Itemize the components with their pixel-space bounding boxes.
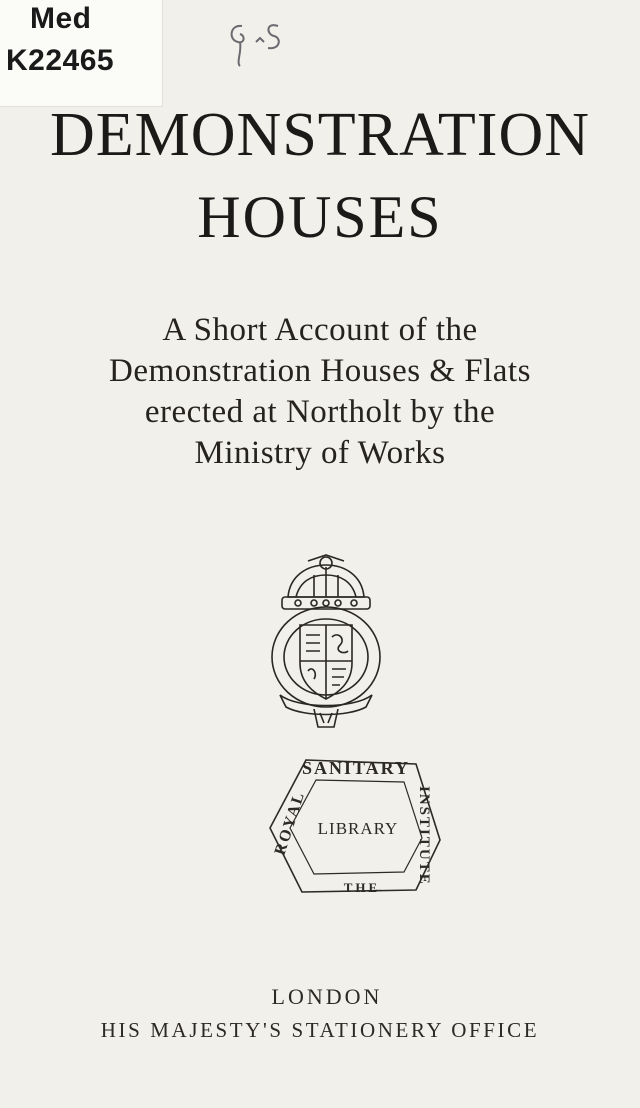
imprint-city: LONDON <box>271 984 383 1009</box>
subtitle-line-2: Demonstration Houses & Flats <box>109 353 531 389</box>
subtitle-line-4: Ministry of Works <box>194 435 446 471</box>
subtitle-line-1: A Short Account of the <box>162 312 478 348</box>
stamp-bottom-text: THE <box>343 880 381 895</box>
royal-coat-of-arms-icon <box>268 553 384 729</box>
catalogue-label-line2: K22465 <box>6 44 115 77</box>
handwritten-mark-icon <box>222 18 286 68</box>
library-stamp <box>266 740 442 906</box>
stamp-right-text: INSTITUTE <box>416 786 432 886</box>
catalogue-label <box>0 0 163 107</box>
stamp-top-text: SANITARY <box>301 758 411 778</box>
stamp-center-text: LIBRARY <box>317 819 399 838</box>
imprint-publisher: HIS MAJESTY'S STATIONERY OFFICE <box>100 1018 540 1042</box>
catalogue-label-line1: Med <box>30 2 92 35</box>
title-line-1: DEMONSTRATION <box>50 101 590 169</box>
title-line-2: HOUSES <box>197 184 443 250</box>
stamp-left-text: ROYAL <box>271 788 309 858</box>
subtitle-line-3: erected at Northolt by the <box>144 394 496 430</box>
